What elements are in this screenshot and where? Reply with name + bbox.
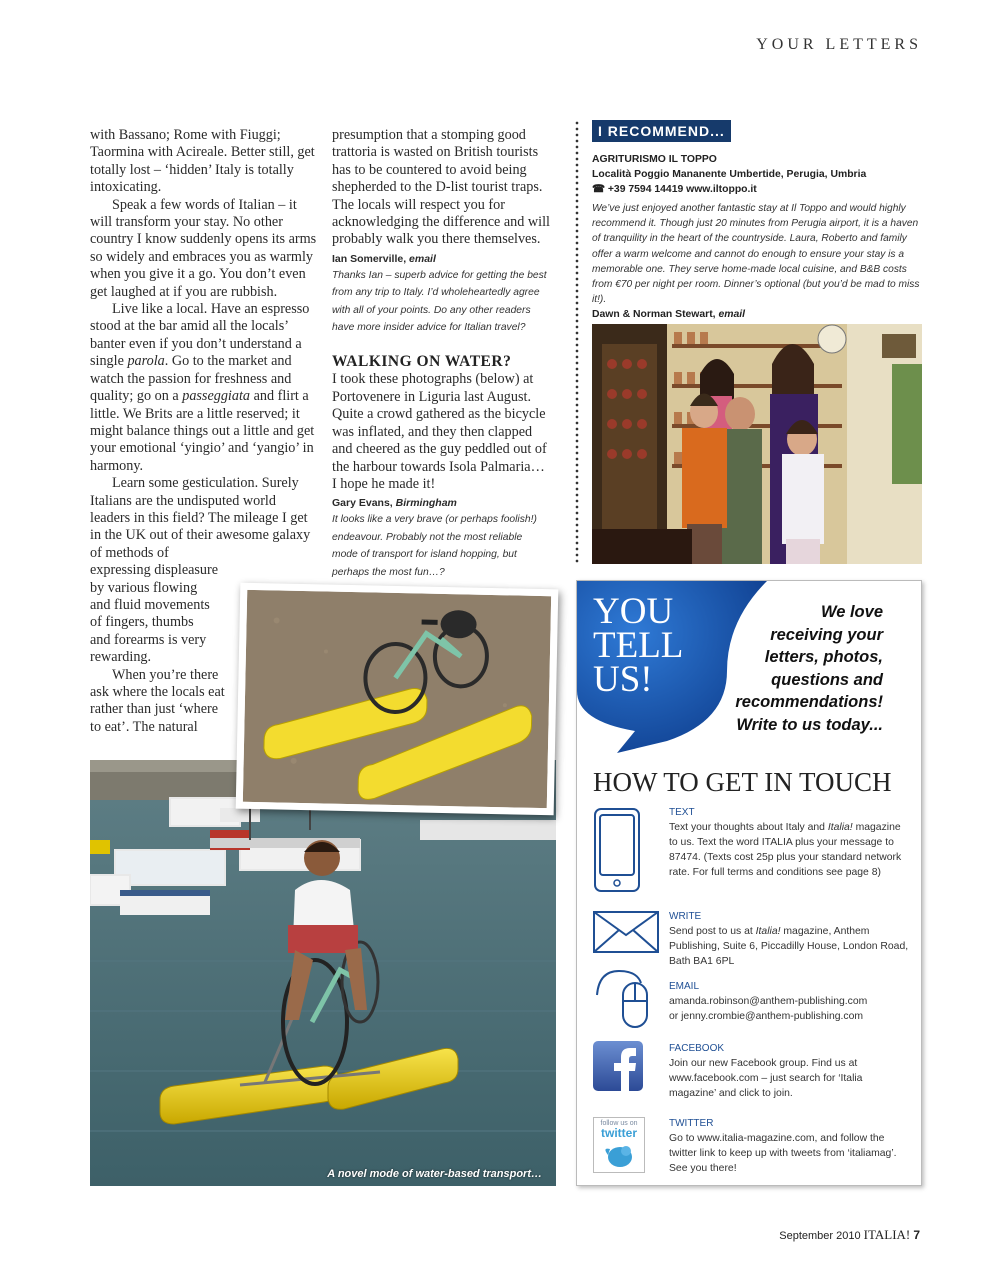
contact-twitter-section: TWITTER Go to www.italia-magazine.com, and follow the twitter link to keep up with tweets from ‘italiamag’. See you there! <box>669 1118 897 1174</box>
email-link[interactable]: amanda.robinson@anthem-publishing.com <box>669 996 868 1007</box>
contact-text-section: TEXT Text your thoughts about Italy and Italia! magazine to us. Text the word ITALIA plus your message to 87474. (Texts cost 25p plus your standard network rate. For full terms and conditions see page 8) <box>669 807 902 878</box>
editor-reply: Thanks Ian – superb advice for getting the best from any trip to Italy. I’d wholeheartedly agree with all of your points. Do any other readers have more insider advice for Italian travel? <box>332 269 547 334</box>
contact-email-section: EMAIL amanda.robinson@anthem-publishing.com or jenny.crombie@anthem-publishing.com <box>669 979 909 1024</box>
twitter-bird-icon <box>594 1139 646 1171</box>
dotted-divider <box>575 120 579 565</box>
venue-name: AGRITURISMO IL TOPPO <box>592 154 717 165</box>
contact-title: HOW TO GET IN TOUCH <box>593 767 892 797</box>
recommend-signature: Dawn & Norman Stewart, email <box>592 309 746 321</box>
text-line: by various flowing <box>90 579 198 596</box>
paragraph: presumption that a stomping good trattoria is wasted on British tourists has to be countered to avoid being shepherded to the D-list tourist traps. The locals will respect you for acknowledging the difference and will probably walk you there themselves. <box>332 127 550 248</box>
mobile-phone-icon <box>593 807 641 893</box>
computer-mouse-icon <box>593 965 659 1031</box>
text-line: rewarding. <box>90 649 152 666</box>
text-line: and fluid movements <box>90 596 210 613</box>
editor-reply: It looks like a very brave (or perhaps foolish!) endeavour. Probably not the most reliable mode of transport for island hopping, but perhaps the most fun…? <box>332 514 537 578</box>
text-line: ask where the locals eat <box>90 684 225 700</box>
phone-icon: ☎ <box>592 184 605 195</box>
recommend-box <box>592 120 922 322</box>
text-line: and forearms is very <box>90 631 207 648</box>
you-tell-us-title: YOU TELL US! <box>593 591 684 700</box>
text-line: expressing displeasure <box>90 562 219 579</box>
paragraph: Speak a few words of Italian – it will transform your stay. No other country I know suddenly opens its arms so widely and embraces you as warmly when you give it a go. You don’t even get laughed at if you are rubbish. <box>90 196 317 300</box>
contact-facebook-section: FACEBOOK Join our new Facebook group. Find us at www.facebook.com – just search for ‘Italia magazine’ and click to join. <box>669 1043 863 1099</box>
how-to-get-in-touch-box <box>576 580 922 1186</box>
photo-caption: A novel mode of water-based transport… <box>327 1168 542 1180</box>
section-header: YOUR LETTERS <box>756 36 922 53</box>
paragraph: with Bassano; Rome with Fiuggi; Taormina with Acireale. Better still, get totally lost – ‘hidden’ Italy is totally intoxicating. <box>90 127 315 196</box>
text-line: to eat’. The natural <box>90 718 198 735</box>
family-photo <box>592 324 922 564</box>
recommend-badge: I RECOMMEND... <box>592 120 731 142</box>
recommend-body: We’ve just enjoyed another fantastic stay at Il Toppo and would highly recommend it. Though just 20 minutes from Perugia airport, it is a haven of tranquility in the heart of the countryside. Laura, Roberto and family offer a warm welcome and cannot do enough to ensure your stay is a memorable one. They serve home-made local cuisine, and B&B costs from €70 per night per room. Dinner’s optional (but you’d be mad to miss it!). <box>592 203 920 306</box>
letter-signature: Gary Evans, Birmingham <box>332 497 457 510</box>
paragraph: Live like a local. Have an espresso stood at the bar amid all the locals’ banter even if you don’t understand a single parola. Go to the market and watch the passion for freshness and quality; go on a passeggiata and flirt a little. We Brits are a little reserved; it might balance things out a little and get your emotional ‘yingio’ and ‘yangio’ in harmony. <box>90 301 315 474</box>
text-line: When you’re there <box>112 666 219 683</box>
venue-contact: ☎ +39 7594 14419 www.iltoppo.it <box>592 184 757 195</box>
text-line: of fingers, thumbs <box>90 614 194 631</box>
contact-write-section: WRITE Send post to us at Italia! magazine, Anthem Publishing, Suite 6, Piccadilly House, London Road, Bath BA1 6PL <box>669 911 909 967</box>
text-line: rather than just ‘where <box>90 701 219 718</box>
twitter-badge: follow us on twitter <box>593 1117 645 1173</box>
facebook-icon <box>593 1041 643 1091</box>
paragraph: Learn some gesticulation. Surely Italians are the undisputed world leaders in this field? The mileage I get in the UK out of their awesome galaxy of methods of <box>90 475 311 561</box>
envelope-icon <box>593 911 659 953</box>
letter-signature: Ian Somerville, email <box>332 252 436 265</box>
inset-photo <box>236 583 559 816</box>
email-link[interactable]: or jenny.crombie@anthem-publishing.com <box>669 1011 864 1022</box>
page-footer: September 2010 ITALIA! 7 <box>779 1227 920 1242</box>
paragraph: I took these photographs (below) at Portovenere in Liguria last August. Quite a crowd gathered as the bicycle was inflated, and they then clapped and cheered as the guy peddled out of the harbour towards Isola Palmaria… I hope he made it! <box>332 371 547 492</box>
venue-address: Località Poggio Mananente Umbertide, Perugia, Umbria <box>592 169 867 180</box>
page-number: 7 <box>913 1228 920 1242</box>
letter-column-2 <box>332 127 550 581</box>
letter-heading: WALKING ON WATER? <box>332 353 512 371</box>
water-bike-photo <box>90 760 556 1186</box>
promo-text: We love receiving your letters, photos, questions and recommendations! Write to us today... <box>735 603 883 734</box>
